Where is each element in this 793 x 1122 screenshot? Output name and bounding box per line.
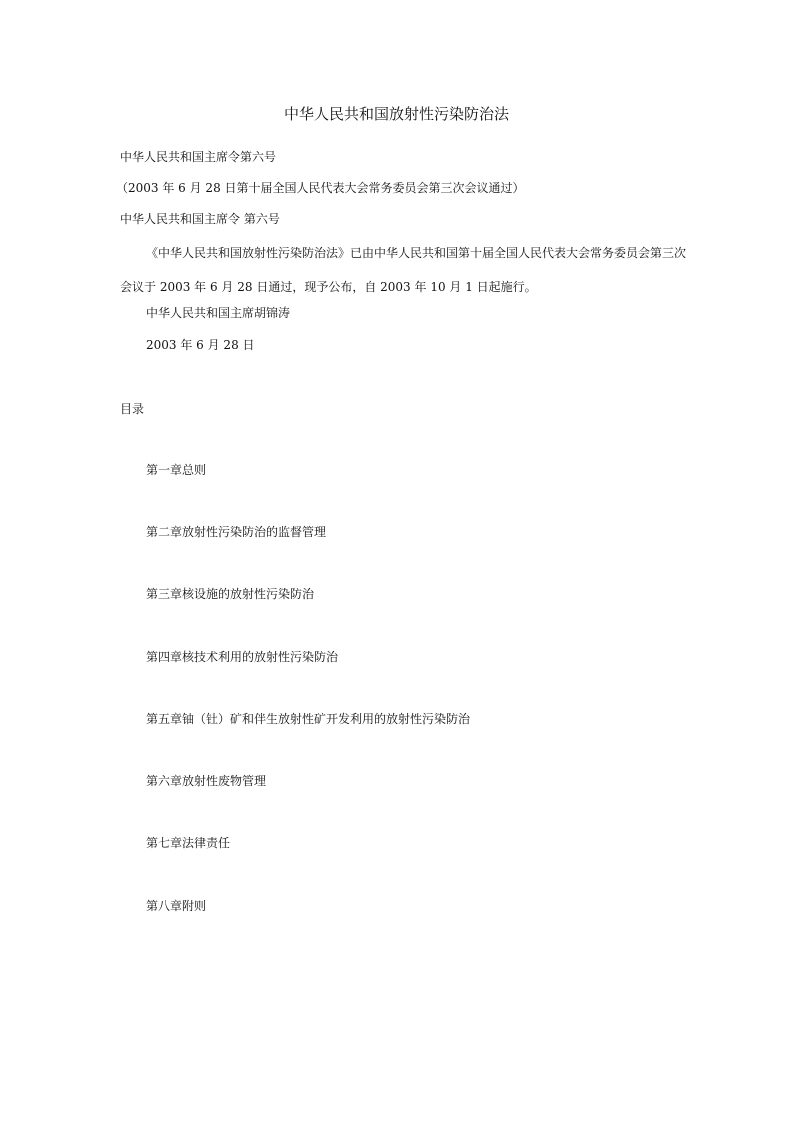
toc-item: 第五章铀（钍）矿和伴生放射性矿开发利用的放射性污染防治 [146, 712, 471, 726]
toc-item: 第六章放射性废物管理 [146, 774, 267, 788]
toc-item: 第三章核设施的放射性污染防治 [146, 587, 315, 601]
toc-item: 第一章总则 [146, 463, 207, 477]
adoption-note: （2003 年 6 月 28 日第十届全国人民代表大会常务委员会第三次会议通过） [116, 181, 525, 195]
presidential-order-line-2: 中华人民共和国主席令 第六号 [120, 212, 280, 226]
date-line: 2003 年 6 月 28 日 [146, 338, 255, 352]
toc-item: 第二章放射性污染防治的监督管理 [146, 525, 327, 539]
toc-heading: 目录 [120, 402, 145, 416]
promulgation-paragraph: 《中华人民共和国放射性污染防治法》已由中华人民共和国第十届全国人民代表大会常务委员会第三次会议于 2003 年 6 月 28 日通过，现予公布，自 2003 年 10 月 1 日起施行。 [120, 246, 687, 294]
signature-line: 中华人民共和国主席胡锦涛 [146, 306, 291, 320]
toc-item: 第四章核技术利用的放射性污染防治 [146, 650, 339, 664]
presidential-order-line: 中华人民共和国主席令第六号 [120, 150, 277, 164]
toc-item: 第八章附则 [146, 899, 207, 913]
document-title: 中华人民共和国放射性污染防治法 [283, 105, 509, 123]
toc-item: 第七章法律责任 [146, 836, 231, 850]
